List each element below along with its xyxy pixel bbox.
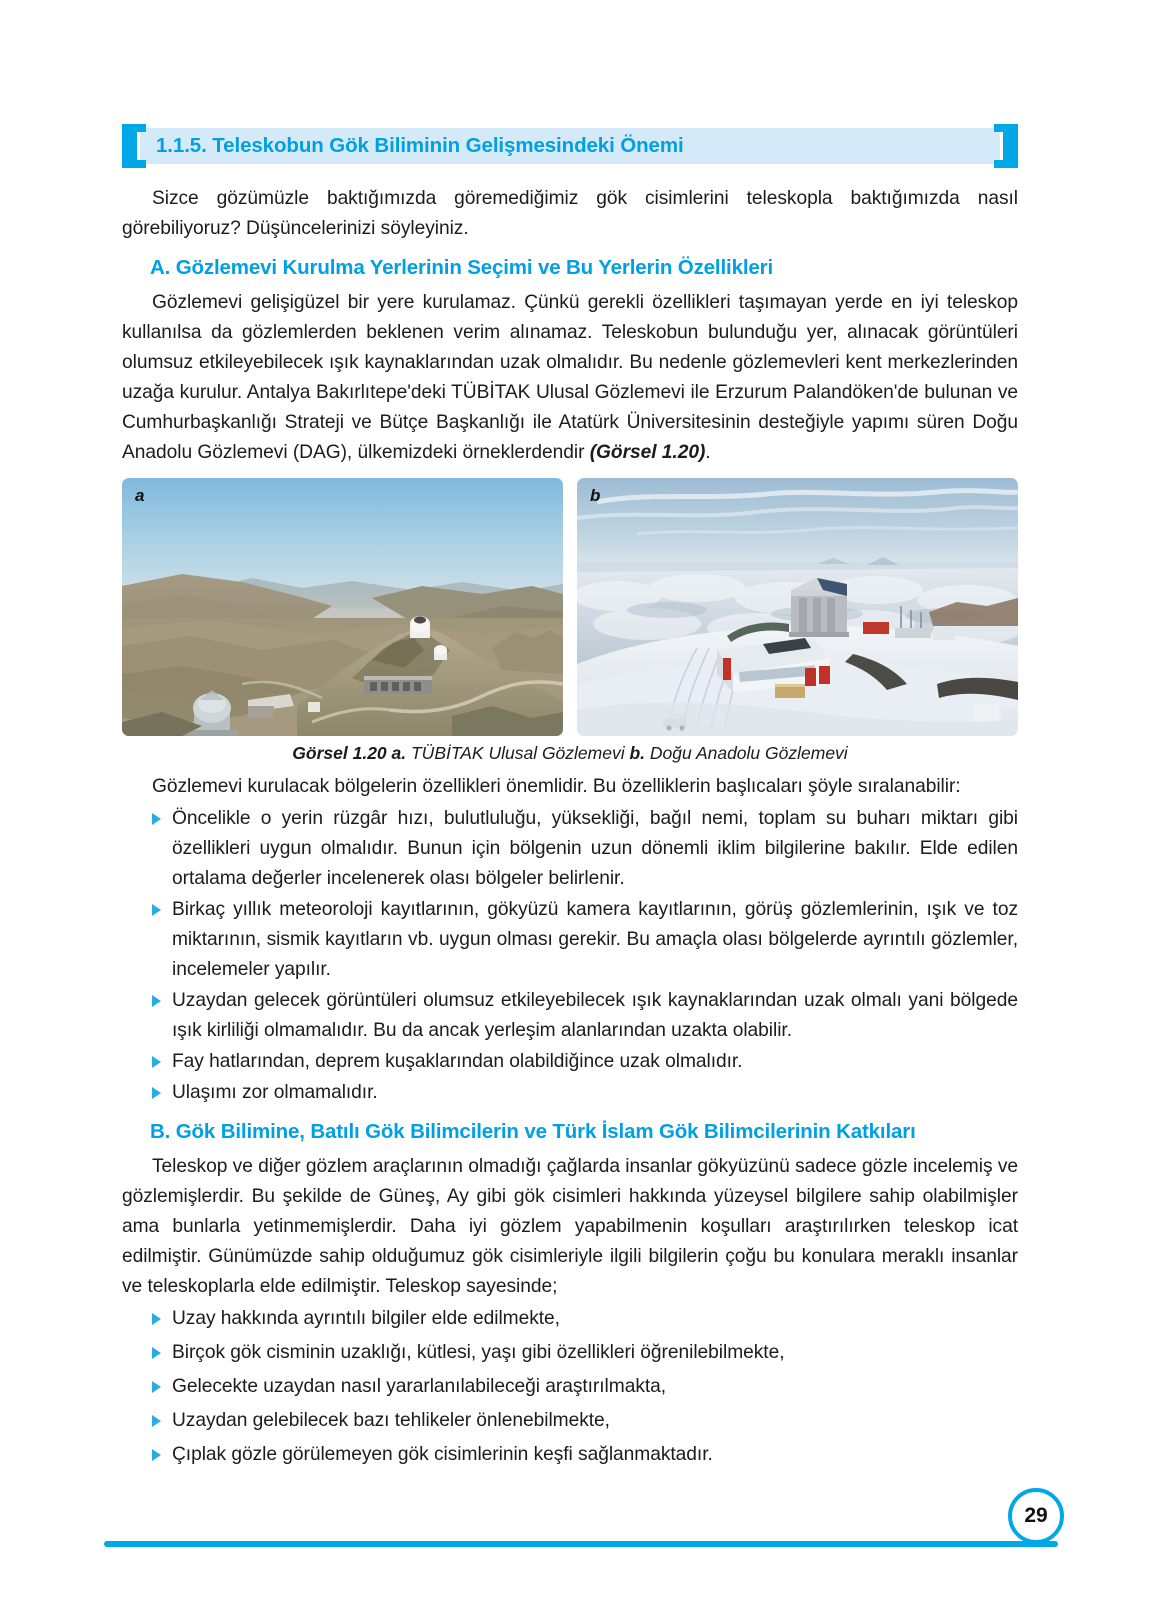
- paragraph-text-part-1: Gözlemevi gelişigüzel bir yere kurulamaz. Çünkü gerekli özellikleri taşımayan yerde en iyi teleskop kullanılsa da gözlemlerden beklenen verim alınamaz. Teleskobun bulunduğu yer, alınacak görüntüleri olumsuz etkileyebilecek ışık kaynaklarından uzak olmalıdır. Bu nedenle gözlemevleri kent merkezlerinden uzağa kurulur. Antalya Bakırlıtepe'deki TÜBİTAK Ulusal Gözlemevi ile Erzurum Palandöken'de bulunan ve Cumhurbaşkanlığı Strateji ve Bütçe Başkanlığı ile Atatürk Üniversitesinin desteğiyle yapımı süren Doğu Anadolu Gözlemevi (DAG), ülkemizdeki örneklerdendir: [122, 292, 1018, 463]
- subsection-a-bullet-list: [122, 804, 1018, 1108]
- triangle-bullet-icon: [152, 995, 161, 1007]
- list-item-label: Birkaç yıllık meteoroloji kayıtlarının, gökyüzü kamera kayıtlarının, görüş gözlemlerinin, ışık ve toz miktarının, sismik kayıtların vb. uygun olması gerekir. Bu amaçla olası bölgelerde ayrıntılı gözlemler, incelemeler yapılır.: [172, 899, 1018, 980]
- figure-a-image: [122, 478, 563, 736]
- list-item-label: Uzaydan gelecek görüntüleri olumsuz etkileyebilecek ışık kaynaklarından uzak olmalı yani bölgede ışık kirliliği olmamalıdır. Bu da ancak yerleşim alanlarından uzakta olabilir.: [172, 990, 1018, 1041]
- section-title: 1.1.5. Teleskobun Gök Biliminin Gelişmesindeki Önemi: [156, 134, 684, 157]
- left-bracket-icon: [122, 124, 152, 168]
- triangle-bullet-icon: [152, 1415, 161, 1427]
- figure-reference: (Görsel 1.20): [589, 442, 706, 463]
- figure-a-tag: a: [135, 486, 145, 505]
- subsection-a-paragraph-1: [122, 288, 1018, 468]
- list-item: [150, 986, 1018, 1046]
- subsection-a-paragraph-2: Gözlemevi kurulacak bölgelerin özellikleri önemlidir. Bu özelliklerin başlıcaları şöyle sıralanabilir:: [152, 776, 961, 797]
- figure-caption: [122, 740, 1018, 766]
- figure-a-tubitak-observatory: [122, 478, 563, 736]
- list-item-label: Uzay hakkında ayrıntılı bilgiler elde edilmekte,: [172, 1308, 560, 1329]
- triangle-bullet-icon: [152, 1056, 161, 1068]
- list-item: [150, 1304, 1018, 1334]
- subsection-b-bullet-list: [122, 1304, 1018, 1470]
- list-item-label: Uzaydan gelebilecek bazı tehlikeler önlenebilmekte,: [172, 1410, 610, 1431]
- page-content: [122, 124, 1018, 1474]
- caption-label-a: Görsel 1.20 a.: [292, 743, 407, 763]
- caption-label-b: b.: [629, 743, 646, 763]
- list-item-label: Çıplak gözle görülemeyen gök cisimlerinin keşfi sağlanmaktadır.: [172, 1444, 713, 1465]
- list-item: [150, 1047, 1018, 1077]
- list-item-label: Birçok gök cisminin uzaklığı, kütlesi, yaşı gibi özellikleri öğrenilebilmekte,: [172, 1342, 785, 1363]
- figure-row: [122, 478, 1018, 736]
- footer-rule: [104, 1541, 1058, 1547]
- list-item: [150, 1078, 1018, 1108]
- figure-b-tag: b: [590, 486, 601, 505]
- intro-paragraph: Sizce gözümüzle baktığımızda göremediğimiz gök cisimlerini teleskopla baktığımızda nasıl görebiliyoruz? Düşüncelerinizi söyleyiniz.: [122, 188, 1018, 239]
- subsection-a-heading: A. Gözlemevi Kurulma Yerlerinin Seçimi ve Bu Yerlerin Özellikleri: [150, 256, 773, 279]
- triangle-bullet-icon: [152, 1347, 161, 1359]
- list-item: [150, 1440, 1018, 1470]
- list-item-label: Fay hatlarından, deprem kuşaklarından olabildiğince uzak olmalıdır.: [172, 1051, 743, 1072]
- list-item: [150, 1338, 1018, 1368]
- triangle-bullet-icon: [152, 904, 161, 916]
- section-header-banner: [122, 124, 1018, 168]
- figure-b-dag-observatory: [577, 478, 1018, 736]
- caption-text-b: Doğu Anadolu Gözlemevi: [645, 743, 848, 763]
- page-number-badge: 29: [1008, 1488, 1064, 1544]
- triangle-bullet-icon: [152, 1449, 161, 1461]
- triangle-bullet-icon: [152, 1313, 161, 1325]
- list-item-label: Gelecekte uzaydan nasıl yararlanılabileceği araştırılmakta,: [172, 1376, 667, 1397]
- list-item: [150, 1372, 1018, 1402]
- paragraph-text-part-2: .: [705, 442, 711, 463]
- caption-text-a: TÜBİTAK Ulusal Gözlemevi: [406, 743, 630, 763]
- right-bracket-icon: [988, 124, 1018, 168]
- list-item: [150, 1406, 1018, 1436]
- list-item: [150, 895, 1018, 985]
- subsection-b-heading: B. Gök Bilimine, Batılı Gök Bilimcilerin ve Türk İslam Gök Bilimcilerinin Katkıları: [150, 1120, 916, 1143]
- triangle-bullet-icon: [152, 1087, 161, 1099]
- list-item: [150, 804, 1018, 894]
- triangle-bullet-icon: [152, 813, 161, 825]
- subsection-b-paragraph-1: Teleskop ve diğer gözlem araçlarının olmadığı çağlarda insanlar gökyüzünü sadece gözle incelemiş ve gözlemişlerdir. Bu şekilde de Güneş, Ay gibi gök cisimleri hakkında yüzeysel bilgilere sahip olabilmişler ama bunlarla yetinmemişlerdir. Daha iyi gözlem yapabilmenin koşulları araştırılırken teleskop icat edilmiştir. Günümüzde sahip olduğumuz gök cisimleriyle ilgili bilgilerin çoğu bu konulara meraklı insanlar ve teleskoplarla elde edilmiştir. Teleskop sayesinde;: [122, 1156, 1018, 1297]
- list-item-label: Öncelikle o yerin rüzgâr hızı, bulutluluğu, yüksekliği, bağıl nemi, toplam su buharı miktarı gibi özellikleri uygun olmalıdır. Bunun için bölgenin uzun dönemli iklim bilgilerine bakılır. Elde edilen ortalama değerler incelenerek olası bölgeler belirlenir.: [172, 808, 1018, 889]
- list-item-label: Ulaşımı zor olmamalıdır.: [172, 1082, 378, 1103]
- triangle-bullet-icon: [152, 1381, 161, 1393]
- figure-b-image: [577, 478, 1018, 736]
